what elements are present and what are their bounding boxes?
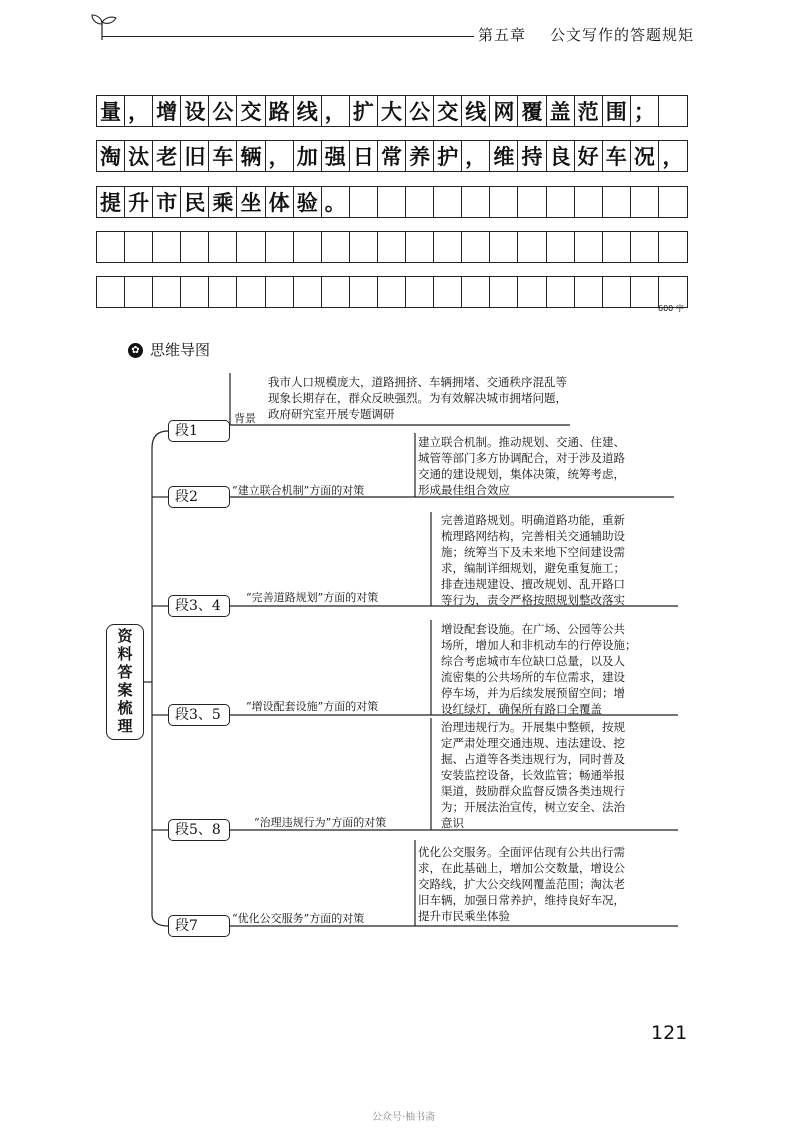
branch-topic: “建立联合机制”方面的对策 [232, 484, 365, 497]
grid-cell: 公 [209, 96, 237, 126]
grid-cell: 车 [209, 141, 237, 171]
branch-detail [441, 621, 637, 717]
word-count: 600 字 [658, 304, 684, 313]
page-number: 121 [651, 1022, 688, 1044]
detail-line: 等行为，责令严格按照规划整改落实 [441, 593, 625, 607]
detail-line: 求，在此基础上，增加公交数量，增设公 [418, 861, 625, 875]
grid-cell: 量 [97, 96, 125, 126]
grid-cell: 维 [490, 141, 518, 171]
grid-cell: 老 [153, 141, 181, 171]
branch-topic: “优化公交服务”方面的对策 [232, 912, 365, 925]
grid-cell: 民 [181, 187, 209, 217]
detail-line: 流密集的公共场所的车位需求，建设 [441, 670, 625, 684]
grid-cell: 覆 [518, 96, 546, 126]
grid-cell: 路 [266, 96, 294, 126]
grid-cell: 范 [575, 96, 603, 126]
grid-cell: 加 [294, 141, 322, 171]
grid-cell: 验 [294, 187, 322, 217]
grid-cell: 日 [350, 141, 378, 171]
grid-cell: 常 [378, 141, 406, 171]
segment-label: 段3、5 [168, 704, 230, 726]
detail-line: 提升市民乘坐体验 [418, 909, 510, 923]
grid-cell: 辆 [237, 141, 265, 171]
grid-cell: 。 [322, 187, 350, 217]
grid-cell: 护 [434, 141, 462, 171]
detail-line: 旧车辆，加强日常养护，维持良好车况， [418, 893, 625, 907]
detail-line: 完善道路规划。明确道路功能，重新 [441, 513, 625, 527]
grid-cell: 线 [462, 96, 490, 126]
grid-cell: 坐 [237, 187, 265, 217]
detail-line: 现象长期存在，群众反映强烈。为有效解决城市拥堵问题， [268, 391, 567, 405]
detail-line: 安装监控设备，长效监管；畅通举报 [441, 768, 625, 782]
segment-label: 段7 [168, 915, 230, 937]
grid-cell: 乘 [209, 187, 237, 217]
chapter-title: 公文写作的答题规矩 [550, 26, 695, 44]
detail-line: 设红绿灯，确保所有路口全覆盖 [441, 702, 602, 716]
detail-line: 形成最佳组合效应 [418, 483, 510, 497]
grid-cell: 大 [378, 96, 406, 126]
detail-line: 梳理路网结构，完善相关交通辅助设 [441, 529, 625, 543]
grid-cell: ， [322, 96, 350, 126]
footer-watermark: 公众号·柚书斋 [372, 1112, 436, 1123]
detail-line: 我市人口规模庞大，道路拥挤、车辆拥堵、交通秩序混乱等 [268, 375, 567, 389]
detail-line: 建立联合机制。推动规划、交通、住建、 [418, 435, 625, 449]
segment-label: 段5、8 [168, 819, 230, 841]
detail-line: 增设配套设施。在广场、公园等公共 [441, 622, 625, 636]
grid-cell: ， [462, 141, 490, 171]
detail-line: 渠道，鼓励群众监督反馈各类违规行 [441, 784, 625, 798]
grid-cell: 车 [603, 141, 631, 171]
grid-cell: 增 [153, 96, 181, 126]
grid-cell: 好 [575, 141, 603, 171]
segment-label: 段3、4 [168, 595, 230, 617]
flower-bullet-icon: ✿ [128, 343, 143, 358]
grid-cell: 市 [153, 187, 181, 217]
detail-line: 交通的建设规划，集体决策，统筹考虑， [418, 467, 625, 481]
grid-cell: 线 [294, 96, 322, 126]
branch-topic: “治理违规行为”方面的对策 [254, 816, 387, 829]
grid-cell: 体 [266, 187, 294, 217]
detail-line: 政府研究室开展专题调研 [268, 407, 395, 421]
detail-line: 意识 [441, 816, 464, 830]
detail-line: 优化公交服务。全面评估现有公共出行需 [418, 845, 625, 859]
grid-cell: 良 [547, 141, 575, 171]
segment-label: 段2 [168, 486, 230, 508]
segment-label: 段1 [168, 420, 230, 442]
detail-line: 施；统筹当下及未来地下空间建设需 [441, 545, 625, 559]
grid-cell: 提 [97, 187, 125, 217]
branch-detail [441, 512, 625, 608]
grid-cell: 交 [434, 96, 462, 126]
grid-cell: 汰 [125, 141, 153, 171]
grid-cell: ， [662, 144, 684, 169]
detail-line: 掘、占道等各类违规行为，同时普及 [441, 752, 625, 766]
grid-cell: 旧 [181, 141, 209, 171]
branch-detail [268, 374, 567, 422]
detail-line: 城管等部门多方协调配合，对于涉及道路 [418, 451, 625, 465]
grid-cell: ， [125, 96, 153, 126]
grid-cell: 升 [125, 187, 153, 217]
detail-line: 求，编制详细规划，避免重复施工； [441, 561, 625, 575]
detail-line: 交路线，扩大公交线网覆盖范围；淘汰老 [418, 877, 625, 891]
detail-line: 为；开展法治宣传，树立安全、法治 [441, 800, 625, 814]
grid-cell: 况 [631, 141, 659, 171]
grid-cell: 设 [181, 96, 209, 126]
grid-cell: 公 [406, 96, 434, 126]
detail-line: 排查违规建设、擅改规划、乱开路口 [441, 577, 625, 591]
detail-line: 场所，增加人和非机动车的行停设施； [441, 638, 637, 652]
grid-cell: 扩 [350, 96, 378, 126]
mindmap-heading-text: 思维导图 [150, 341, 211, 359]
branch-topic: “增设配套设施”方面的对策 [246, 700, 379, 713]
branch-detail [418, 434, 625, 498]
grid-cell: 围 [603, 96, 631, 126]
mindmap-root: 资料答案梳理 [106, 624, 144, 740]
branch-topic: 背景 [234, 412, 256, 425]
grid-cell: 强 [322, 141, 350, 171]
detail-line: 定严肃处理交通违规、违法建设、挖 [441, 736, 625, 750]
grid-cell: 淘 [97, 141, 125, 171]
grid-cell: 交 [237, 96, 265, 126]
chapter-label: 第五章 [478, 26, 527, 44]
branch-topic: “完善道路规划”方面的对策 [246, 591, 379, 604]
grid-cell: 网 [490, 96, 518, 126]
branch-detail [418, 844, 625, 924]
grid-cell: 养 [406, 141, 434, 171]
detail-line: 治理违规行为。开展集中整顿，按规 [441, 720, 625, 734]
grid-cell: ； [631, 96, 659, 126]
grid-cell: 盖 [547, 96, 575, 126]
detail-line: 停车场，并为后续发展预留空间；增 [441, 686, 625, 700]
detail-line: 综合考虑城市车位缺口总量，以及人 [441, 654, 625, 668]
grid-cell: 持 [518, 141, 546, 171]
branch-detail [441, 719, 625, 831]
grid-cell: ， [266, 141, 294, 171]
